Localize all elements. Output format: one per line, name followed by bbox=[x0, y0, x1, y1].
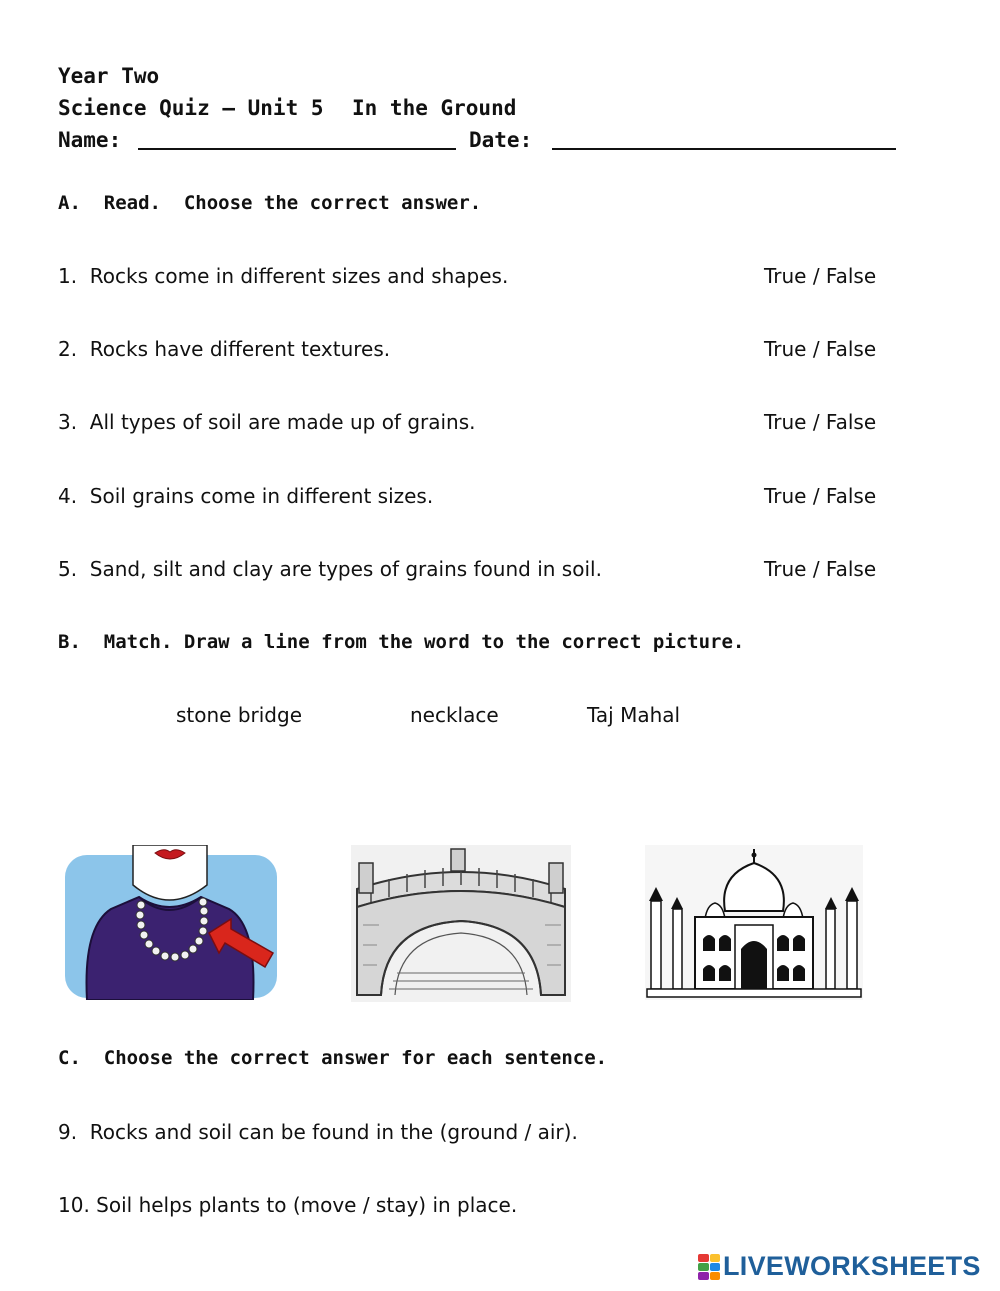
question-10[interactable]: 10. Soil helps plants to (move / stay) in place. bbox=[58, 1193, 518, 1217]
header-topic: In the Ground bbox=[352, 96, 517, 120]
liveworksheets-logo-icon bbox=[698, 1254, 720, 1280]
question-2-options[interactable]: True / False bbox=[764, 337, 877, 361]
question-9[interactable]: 9. Rocks and soil can be found in the (ground / air). bbox=[58, 1120, 578, 1144]
necklace-picture[interactable] bbox=[59, 845, 279, 1000]
question-4-options[interactable]: True / False bbox=[764, 484, 877, 508]
question-4: 4. Soil grains come in different sizes. bbox=[58, 484, 434, 508]
section-b-title: B. Match. Draw a line from the word to the correct picture. bbox=[58, 631, 745, 653]
match-word-stone-bridge[interactable]: stone bridge bbox=[176, 703, 303, 727]
question-2: 2. Rocks have different textures. bbox=[58, 337, 391, 361]
match-word-taj-mahal[interactable]: Taj Mahal bbox=[587, 703, 681, 727]
question-3-options[interactable]: True / False bbox=[764, 410, 877, 434]
header-quiz: Science Quiz – Unit 5 bbox=[58, 96, 324, 120]
question-1-options[interactable]: True / False bbox=[764, 264, 877, 288]
liveworksheets-wordmark: LIVEWORKSHEETS bbox=[723, 1251, 981, 1281]
section-c-title: C. Choose the correct answer for each sentence. bbox=[58, 1047, 608, 1069]
question-5: 5. Sand, silt and clay are types of grains found in soil. bbox=[58, 557, 602, 581]
question-1: 1. Rocks come in different sizes and shapes. bbox=[58, 264, 509, 288]
taj-mahal-picture[interactable] bbox=[645, 845, 863, 1000]
stone-bridge-picture[interactable] bbox=[351, 845, 571, 1002]
match-word-necklace[interactable]: necklace bbox=[410, 703, 499, 727]
section-a-title: A. Read. Choose the correct answer. bbox=[58, 192, 482, 214]
name-field[interactable] bbox=[138, 148, 456, 150]
name-label: Name: bbox=[58, 128, 122, 152]
question-3: 3. All types of soil are made up of grains. bbox=[58, 410, 476, 434]
header-year: Year Two bbox=[58, 64, 160, 88]
liveworksheets-brand[interactable] bbox=[698, 1253, 981, 1280]
date-field[interactable] bbox=[552, 148, 896, 150]
question-5-options[interactable]: True / False bbox=[764, 557, 877, 581]
date-label: Date: bbox=[469, 128, 533, 152]
